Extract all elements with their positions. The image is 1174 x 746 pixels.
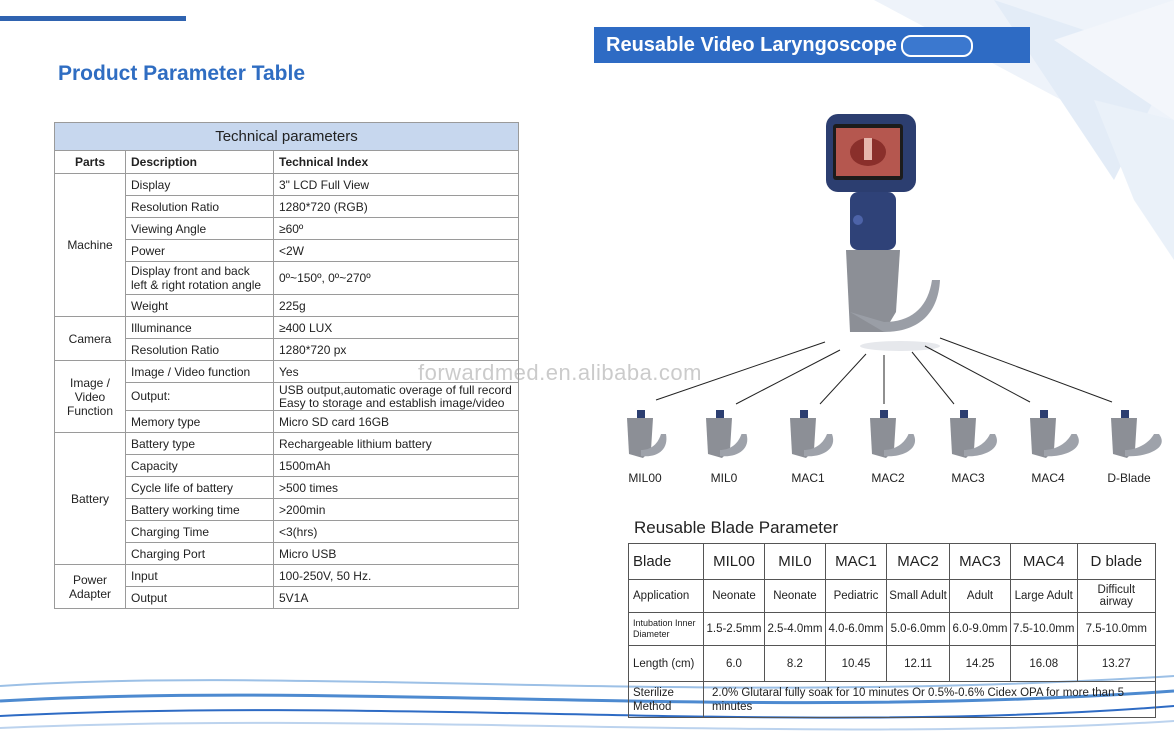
blade-header-cell: MAC2	[887, 544, 950, 580]
technical-index-cell: <2W	[274, 240, 519, 262]
part-cell: Camera	[55, 317, 126, 361]
banner-title: Reusable Video Laryngoscope	[606, 34, 897, 56]
blade-label: MIL00	[628, 471, 662, 485]
technical-index-cell: ≥400 LUX	[274, 317, 519, 339]
blade-image	[786, 410, 846, 466]
description-cell: Illuminance	[126, 317, 274, 339]
part-cell: Power Adapter	[55, 565, 126, 609]
column-header-technical-index: Technical Index	[274, 151, 519, 174]
description-cell: Charging Time	[126, 521, 274, 543]
application-cell: Large Adult	[1010, 580, 1077, 613]
blade-image	[946, 410, 1006, 466]
technical-index-cell: >500 times	[274, 477, 519, 499]
technical-index-cell: 1500mAh	[274, 455, 519, 477]
blade-label: MAC4	[1031, 471, 1065, 485]
page-title: Product Parameter Table	[58, 62, 306, 85]
part-cell: Battery	[55, 433, 126, 565]
description-cell: Resolution Ratio	[126, 339, 274, 361]
column-header-parts: Parts	[55, 151, 126, 174]
description-cell: Battery type	[126, 433, 274, 455]
diameter-cell: 7.5-10.0mm	[1077, 613, 1155, 646]
technical-index-cell: 1280*720 (RGB)	[274, 196, 519, 218]
diameter-cell: 7.5-10.0mm	[1010, 613, 1077, 646]
blade-header-cell: MAC3	[950, 544, 1011, 580]
description-cell: Image / Video function	[126, 361, 274, 383]
description-cell: Output	[126, 587, 274, 609]
application-cell: Pediatric	[825, 580, 886, 613]
description-cell: Weight	[126, 295, 274, 317]
technical-index-cell: USB output,automatic overage of full record Easy to storage and establish image/video	[274, 383, 519, 411]
diameter-cell: 1.5-2.5mm	[704, 613, 765, 646]
diameter-label-cell: Intubation Inner Diameter	[629, 613, 704, 646]
technical-index-cell: Micro SD card 16GB	[274, 411, 519, 433]
blade-label: D-Blade	[1107, 471, 1151, 485]
length-cell: 8.2	[764, 646, 825, 682]
description-cell: Input	[126, 565, 274, 587]
blade-header-cell: MIL0	[764, 544, 825, 580]
technical-index-cell: 5V1A	[274, 587, 519, 609]
diameter-cell: 6.0-9.0mm	[950, 613, 1011, 646]
blade-label: MAC2	[871, 471, 905, 485]
blade-image	[702, 410, 762, 466]
length-cell: 16.08	[1010, 646, 1077, 682]
technical-index-cell: <3(hrs)	[274, 521, 519, 543]
description-cell: Capacity	[126, 455, 274, 477]
technical-index-cell: 100-250V, 50 Hz.	[274, 565, 519, 587]
blade-label: MIL0	[710, 471, 738, 485]
length-label-cell: Length (cm)	[629, 646, 704, 682]
application-label-cell: Application	[629, 580, 704, 613]
blade-parameter-table	[628, 543, 1156, 718]
description-cell: Power	[126, 240, 274, 262]
application-cell: Neonate	[764, 580, 825, 613]
length-cell: 6.0	[704, 646, 765, 682]
description-cell: Battery working time	[126, 499, 274, 521]
diameter-cell: 5.0-6.0mm	[887, 613, 950, 646]
diameter-cell: 2.5-4.0mm	[764, 613, 825, 646]
technical-index-cell: >200min	[274, 499, 519, 521]
sterilize-label-cell: Sterilize Method	[629, 682, 704, 718]
part-cell: Machine	[55, 174, 126, 317]
technical-index-cell: Micro USB	[274, 543, 519, 565]
length-cell: 13.27	[1077, 646, 1155, 682]
description-cell: Display	[126, 174, 274, 196]
length-cell: 14.25	[950, 646, 1011, 682]
technical-index-cell: 0º~150º, 0º~270º	[274, 262, 519, 295]
column-header-description: Description	[126, 151, 274, 174]
application-cell: Difficult airway	[1077, 580, 1155, 613]
length-cell: 10.45	[825, 646, 886, 682]
diameter-cell: 4.0-6.0mm	[825, 613, 886, 646]
watermark: forwardmed.en.alibaba.com	[418, 360, 702, 385]
part-cell: Image / Video Function	[55, 361, 126, 433]
technical-index-cell: 1280*720 px	[274, 339, 519, 361]
application-cell: Neonate	[704, 580, 765, 613]
blade-header-cell: MIL00	[704, 544, 765, 580]
description-cell: Output:	[126, 383, 274, 411]
description-cell: Memory type	[126, 411, 274, 433]
description-cell: Charging Port	[126, 543, 274, 565]
blade-header-cell: D blade	[1077, 544, 1155, 580]
blade-label: MAC3	[951, 471, 985, 485]
description-cell: Cycle life of battery	[126, 477, 274, 499]
blade-image	[1026, 410, 1086, 466]
blade-header-cell: MAC1	[825, 544, 886, 580]
blade-image	[623, 410, 683, 466]
blade-image	[1107, 410, 1167, 466]
blade-image	[866, 410, 926, 466]
technical-index-cell: Rechargeable lithium battery	[274, 433, 519, 455]
technical-index-cell: ≥60º	[274, 218, 519, 240]
description-cell: Resolution Ratio	[126, 196, 274, 218]
technical-index-cell: 225g	[274, 295, 519, 317]
application-cell: Adult	[950, 580, 1011, 613]
technical-index-cell: 3" LCD Full View	[274, 174, 519, 196]
technical-index-cell: Yes	[274, 361, 519, 383]
application-cell: Small Adult	[887, 580, 950, 613]
blade-header-cell: MAC4	[1010, 544, 1077, 580]
technical-parameters-heading: Technical parameters	[55, 123, 519, 151]
blade-label: MAC1	[791, 471, 825, 485]
blade-label-cell: Blade	[629, 544, 704, 580]
blade-table-title: Reusable Blade Parameter	[634, 518, 839, 537]
sterilize-method-cell: 2.0% Glutaral fully soak for 10 minutes Or 0.5%-0.6% Cidex OPA for more than 5 minutes	[704, 682, 1156, 718]
description-cell: Display front and back left & right rotation angle	[126, 262, 274, 295]
description-cell: Viewing Angle	[126, 218, 274, 240]
length-cell: 12.11	[887, 646, 950, 682]
